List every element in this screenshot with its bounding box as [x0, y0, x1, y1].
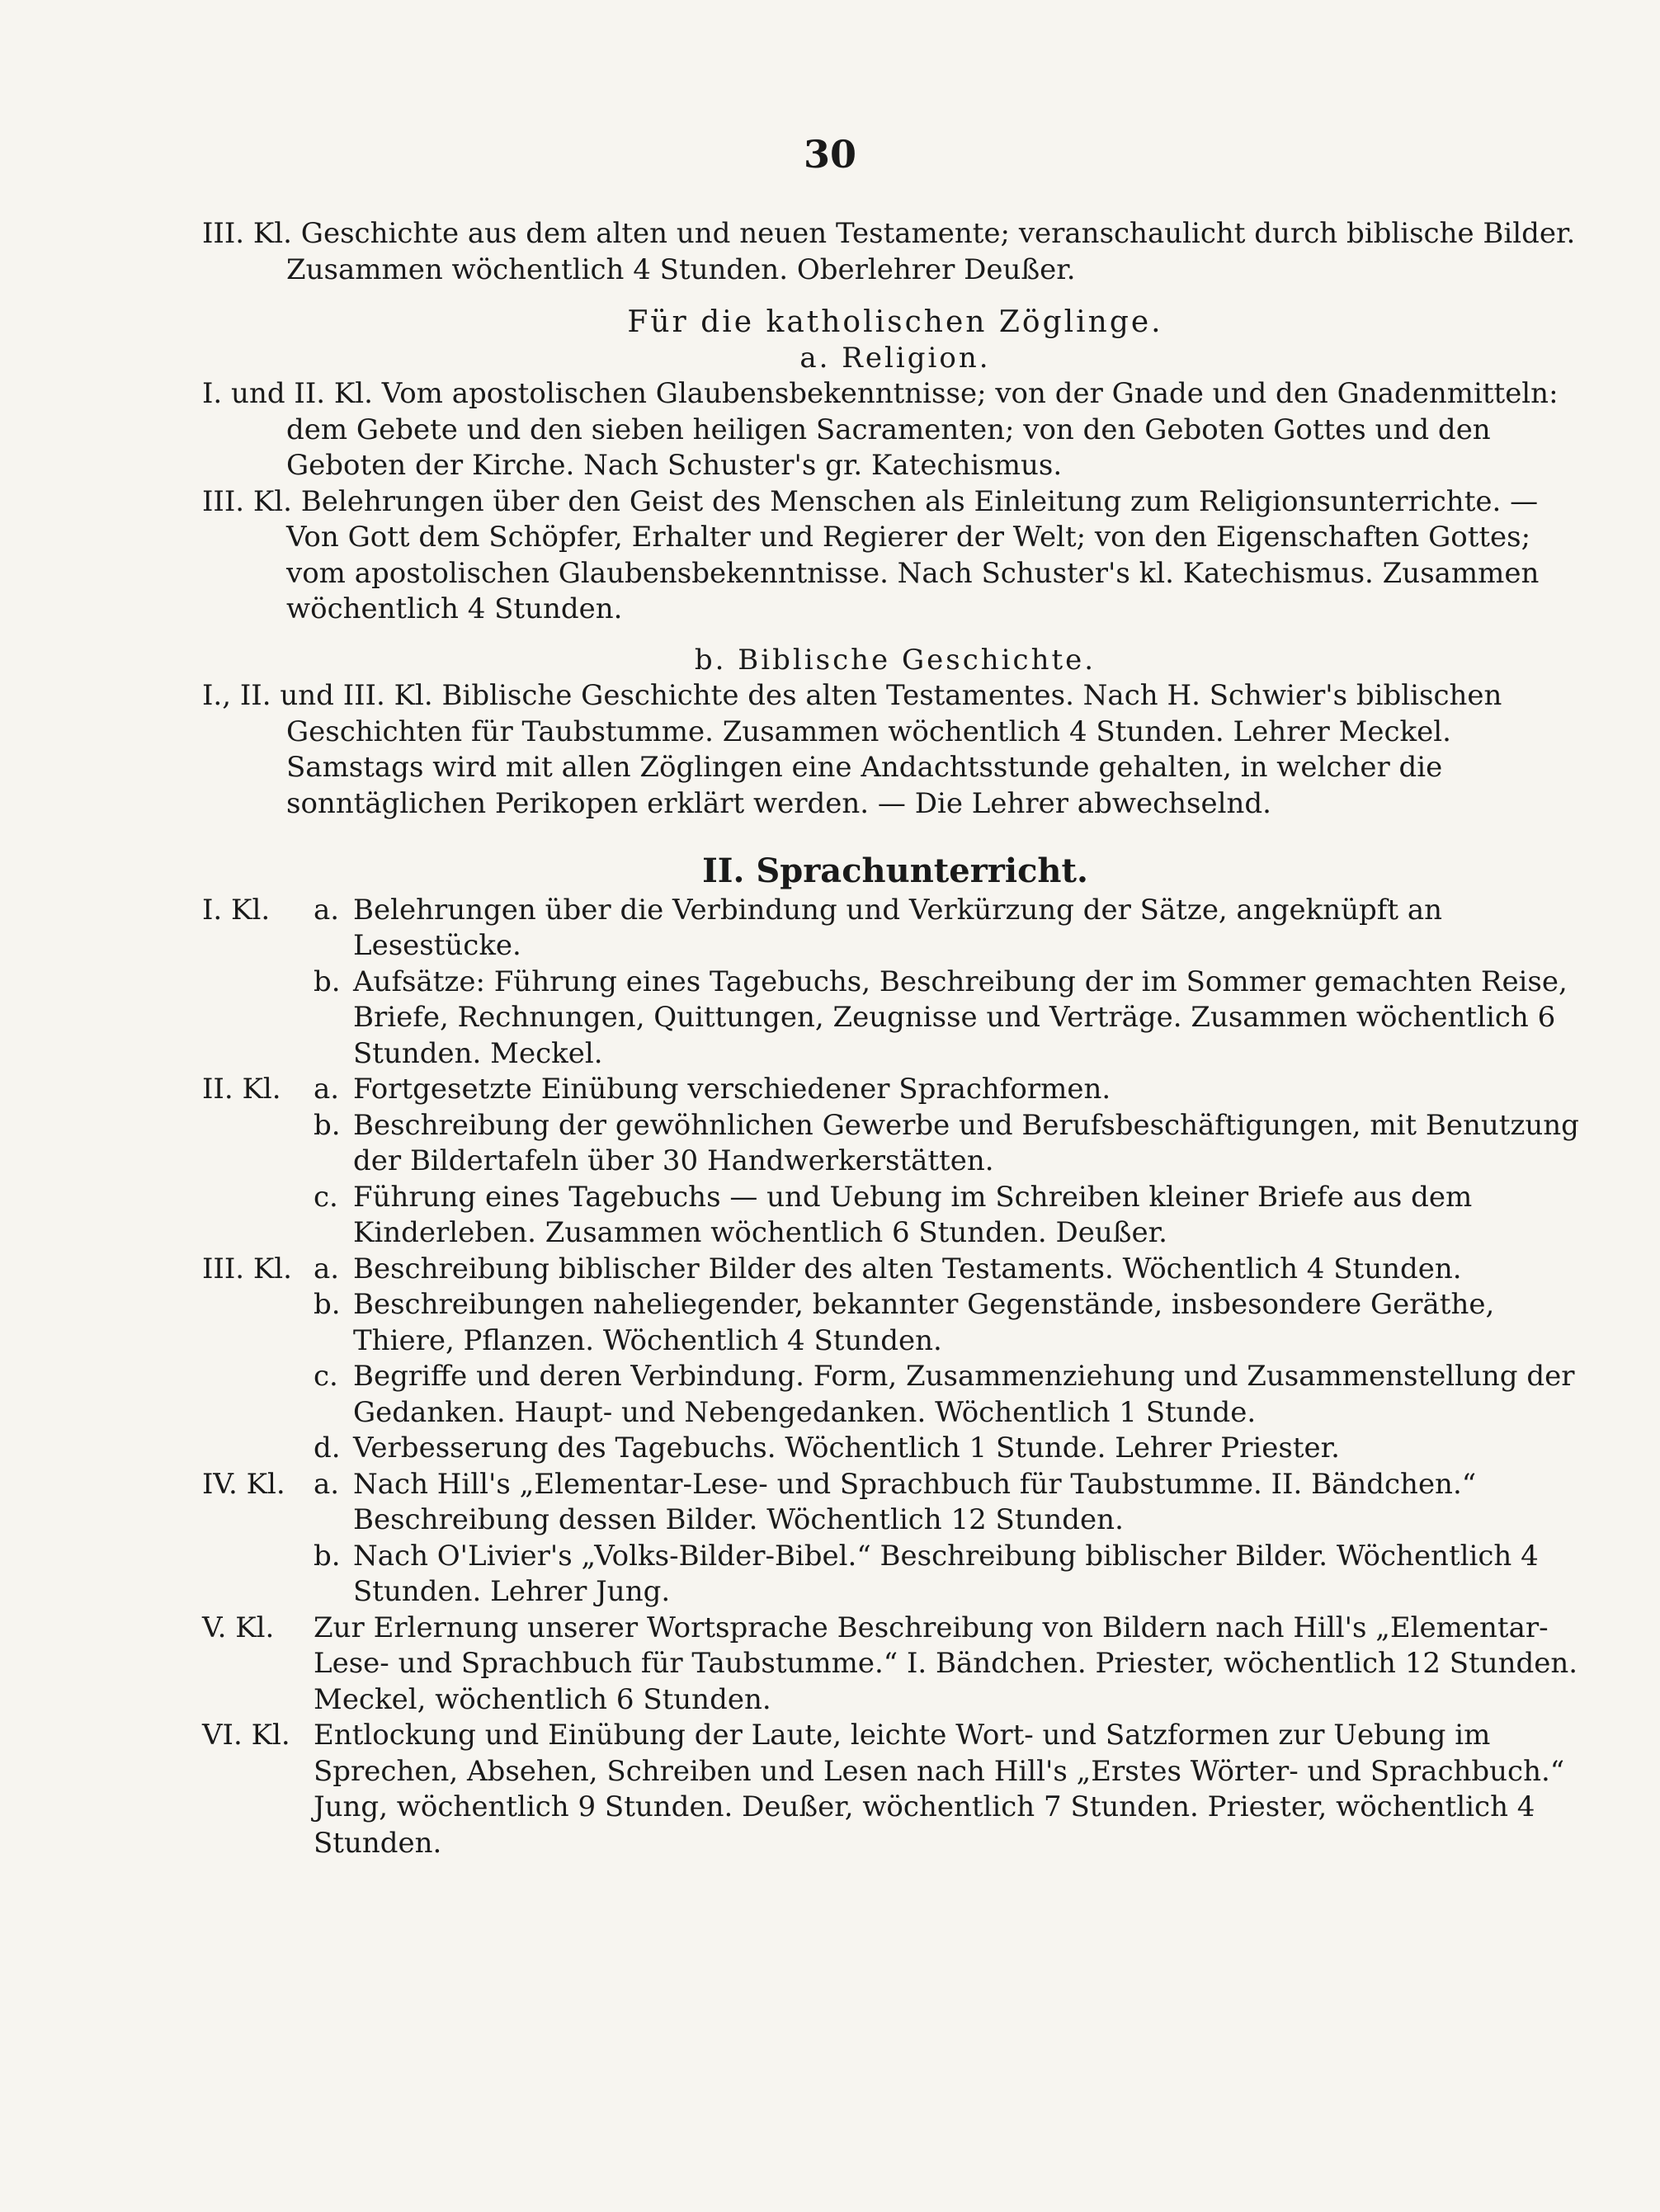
entry-text: Aufsätze: Führung eines Tagebuchs, Beschreibung der im Sommer gemachten Reise, Briefe, Rechnungen, Quittungen, Zeugnisse und Verträge. Zusammen wöchentlich 6 Stunden. Meckel. [353, 965, 1568, 1070]
language-entry [202, 1467, 1588, 1539]
entry-text: Belehrungen über die Verbindung und Verkürzung der Sätze, angeknüpft an Lesestücke. [353, 893, 1442, 962]
language-entry [202, 1108, 1588, 1180]
language-entry [202, 1287, 1588, 1359]
language-entry [202, 1180, 1588, 1252]
entry-letter: b. [314, 965, 341, 998]
entry-letter: a. [314, 1467, 340, 1501]
entry-letter: d. [314, 1431, 341, 1464]
catholic-heading: Für die katholischen Zöglinge. [627, 305, 1163, 339]
entry-text: Entlockung und Einübung der Laute, leichte Wort- und Satzformen zur Uebung im Sprechen, Absehen, Schreiben und Lesen nach Hill's „Erstes Wörter- und Sprachbuch.“ Jung, wöchentlich 9 Stunden. Deußer, wöchentlich 7 Stunden. Priester, wöchentlich 4 Stunden. [314, 1719, 1565, 1860]
entry-letter: a. [314, 893, 340, 927]
language-entry [202, 1431, 1588, 1467]
language-entries [202, 893, 1588, 1862]
entry-letter: c. [314, 1180, 338, 1214]
religion-heading: a. Religion. [799, 341, 991, 375]
language-entry [202, 1359, 1588, 1431]
entry-letter: c. [314, 1360, 338, 1393]
entry-text: Beschreibungen naheliegender, bekannter Gegenstände, insbesondere Geräthe, Thiere, Pflanzen. Wöchentlich 4 Stunden. [353, 1288, 1495, 1357]
bible-paragraph-1: I., II. und III. Kl. Biblische Geschichte des alten Testamentes. Nach H. Schwier's biblischen Geschichten für Taubstumme. Zusammen wöchentlich 4 Stunden. Lehrer Meckel. [202, 679, 1502, 748]
intro-line-2: Zusammen wöchentlich 4 Stunden. Oberlehrer Deußer. [286, 252, 1076, 286]
entry-text: Zur Erlernung unserer Wortsprache Beschreibung von Bildern nach Hill's „Elementar-Lese- und Sprachbuch für Taubstumme.“ I. Bändchen. Priester, wöchentlich 12 Stunden. Meckel, wöchentlich 6 Stunden. [314, 1611, 1578, 1716]
entry-text: Beschreibung biblischer Bilder des alten Testaments. Wöchentlich 4 Stunden. [353, 1252, 1462, 1285]
entry-letter: a. [314, 1073, 340, 1106]
entry-class: VI. Kl. [202, 1719, 290, 1752]
entry-text: Nach Hill's „Elementar-Lese- und Sprachbuch für Taubstumme. II. Bändchen.“ Beschreibung dessen Bilder. Wöchentlich 12 Stunden. [353, 1467, 1477, 1536]
bible-heading: b. Biblische Geschichte. [694, 643, 1096, 677]
language-entry [202, 893, 1588, 965]
bible-paragraph-2: Samstags wird mit allen Zöglingen eine Andachtsstunde gehalten, in welcher die sonntäglichen Perikopen erklärt werden. — Die Lehrer abwechselnd. [286, 751, 1443, 820]
entry-text: Nach O'Livier's „Volks-Bilder-Bibel.“ Beschreibung biblischer Bilder. Wöchentlich 4 Stunden. Lehrer Jung. [353, 1539, 1539, 1608]
page-content [202, 216, 1588, 1861]
entry-class: II. Kl. [202, 1073, 281, 1106]
entry-letter: b. [314, 1108, 341, 1142]
language-entry [202, 1072, 1588, 1108]
entry-class: III. Kl. [202, 1252, 292, 1285]
language-entry [202, 965, 1588, 1073]
entry-text: Führung eines Tagebuchs — und Uebung im Schreiben kleiner Briefe aus dem Kinderleben. Zusammen wöchentlich 6 Stunden. Deußer. [353, 1180, 1473, 1249]
entry-text: Fortgesetzte Einübung verschiedener Sprachformen. [353, 1073, 1111, 1106]
entry-text: Begriffe und deren Verbindung. Form, Zusammenziehung und Zusammenstellung der Gedanken. Haupt- und Nebengedanken. Wöchentlich 1 Stunde. [353, 1360, 1575, 1429]
religion-paragraph-2: III. Kl. Belehrungen über den Geist des Menschen als Einleitung zum Religionsunterrichte. — Von Gott dem Schöpfer, Erhalter und Regierer der Welt; von den Eigenschaften Gottes; vom apostolischen Glaubensbekenntnisse. Nach Schuster's kl. Katechismus. Zusammen wöchentlich 4 Stunden. [202, 484, 1540, 625]
entry-class: I. Kl. [202, 893, 271, 927]
entry-class: V. Kl. [202, 1611, 275, 1644]
entry-text: Beschreibung der gewöhnlichen Gewerbe und Berufsbeschäftigungen, mit Benutzung der Bildertafeln über 30 Handwerkerstätten. [353, 1108, 1579, 1177]
language-entry [202, 1611, 1588, 1719]
entry-letter: b. [314, 1288, 341, 1321]
language-section-title: II. Sprachunterricht. [702, 851, 1088, 890]
entry-letter: a. [314, 1252, 340, 1285]
language-entry [202, 1539, 1588, 1611]
language-entry [202, 1252, 1588, 1288]
entry-class: IV. Kl. [202, 1467, 285, 1501]
intro-line-1: III. Kl. Geschichte aus dem alten und neuen Testamente; veranschaulicht durch biblische Bilder. [202, 217, 1576, 250]
entry-text: Verbesserung des Tagebuchs. Wöchentlich 1 Stunde. Lehrer Priester. [353, 1431, 1340, 1464]
page-number: 30 [803, 132, 856, 177]
religion-paragraph-1: I. und II. Kl. Vom apostolischen Glaubensbekenntnisse; von der Gnade und den Gnadenmitteln: dem Gebete und den sieben heiligen Sacramenten; von den Geboten Gottes und den Geboten der Kirche. Nach Schuster's gr. Katechismus. [202, 377, 1559, 482]
entry-letter: b. [314, 1539, 341, 1573]
language-entry [202, 1718, 1588, 1861]
